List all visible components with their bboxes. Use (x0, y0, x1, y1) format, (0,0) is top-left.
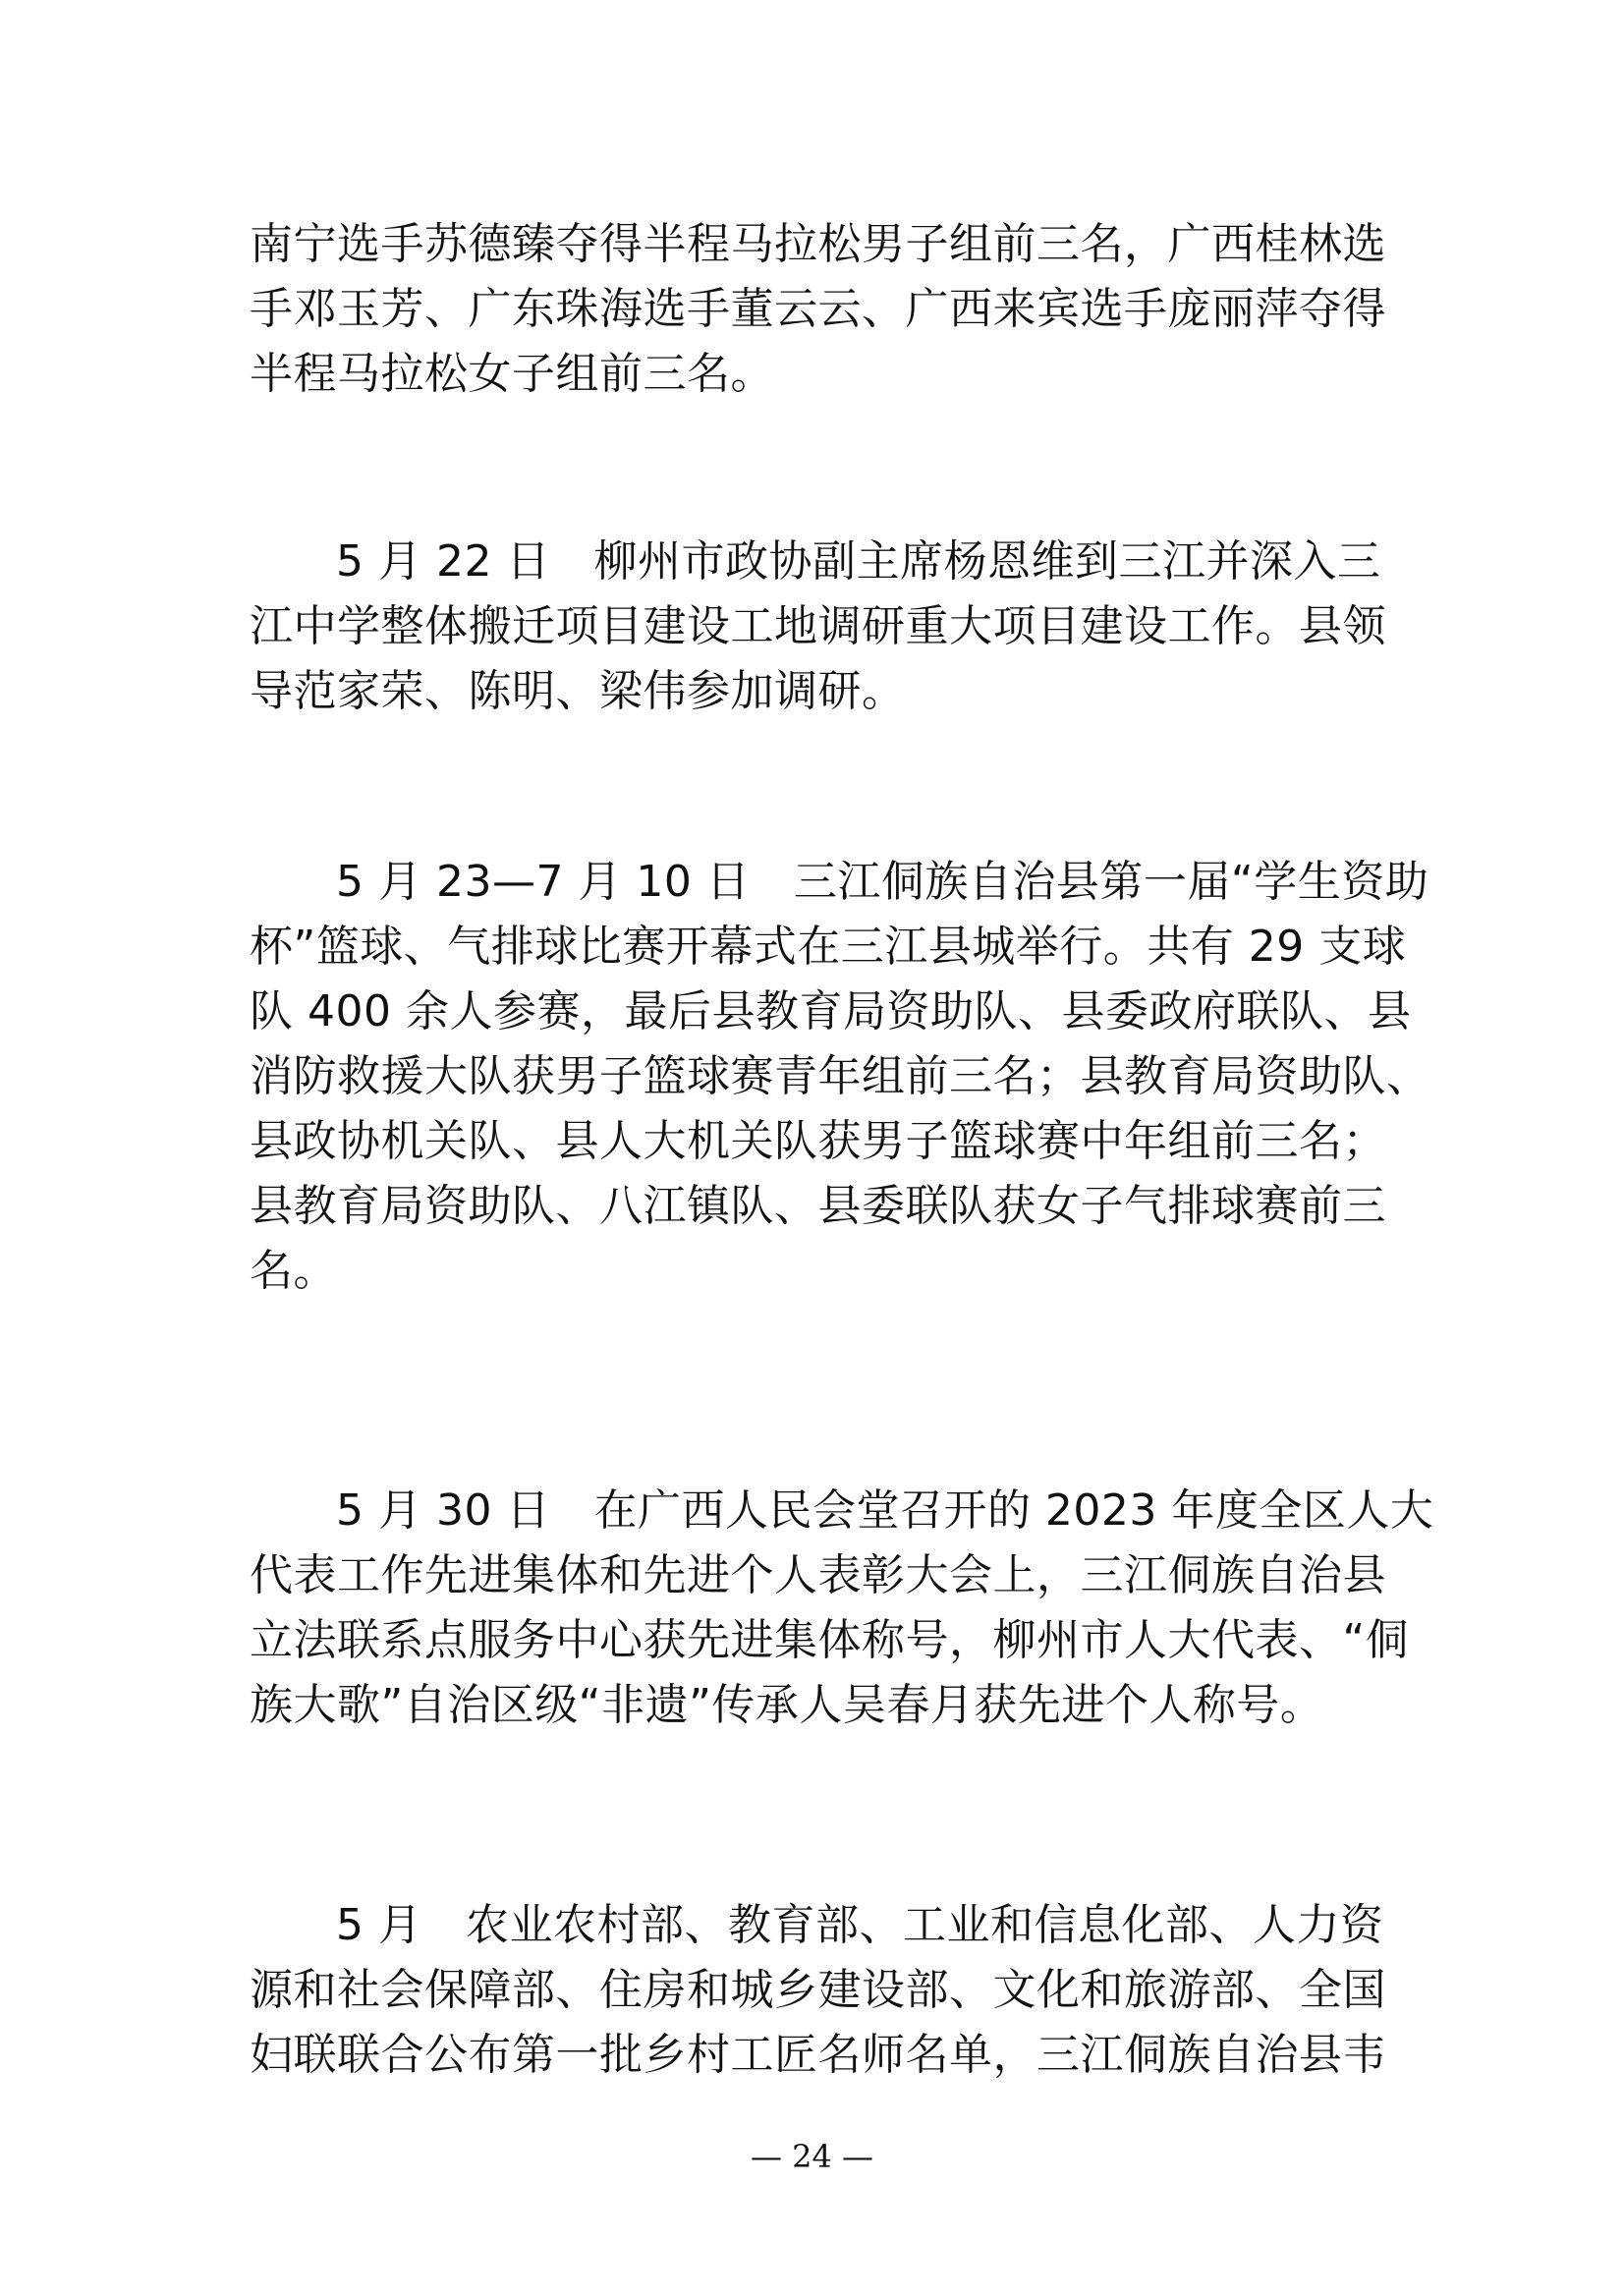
paragraph-may-30 (250, 1479, 1434, 1738)
text-line: 手邓玉芳、广东珠海选手董云云、广西来宾选手庞丽萍夺得 (250, 284, 1386, 334)
paragraph-marathon-results (250, 212, 1389, 407)
text-line: 南宁选手苏德臻夺得半程马拉松男子组前三名，广西桂林选 (250, 219, 1386, 269)
paragraph-may-23-jul-10 (250, 850, 1430, 1304)
text-line: 5 月 30 日 在广西人民会堂召开的 2023 年度全区人大 (336, 1485, 1434, 1536)
text-line: 源和社会保障部、住房和城乡建设部、文化和旅游部、全国 (250, 1965, 1386, 2015)
text-line: 5 月 22 日 柳州市政协副主席杨恩维到三江并深入三 (336, 536, 1381, 587)
text-line: 队 400 余人参赛，最后县教育局资助队、县委政府联队、县 (250, 986, 1412, 1036)
text-line: 族大歌”自治区级“非遗”传承人吴春月获先进个人称号。 (250, 1680, 1324, 1730)
text-line: 5 月 23—7 月 10 日 三江侗族自治县第一届“学生资助 (336, 857, 1429, 907)
text-line: 县教育局资助队、八江镇队、县委联队获女子气排球赛前三 (250, 1181, 1386, 1231)
text-line: 杯”篮球、气排球比赛开幕式在三江县城举行。共有 29 支球 (250, 922, 1407, 972)
text-line: 县政协机关队、县人大机关队获男子篮球赛中年组前三名； (250, 1116, 1386, 1166)
text-line: 半程马拉松女子组前三名。 (250, 349, 774, 399)
paragraph-may-22 (250, 530, 1389, 724)
text-line: 妇联联合公布第一批乡村工匠名师名单，三江侗族自治县韦 (250, 2030, 1386, 2080)
text-line: 代表工作先进集体和先进个人表彰大会上，三江侗族自治县 (250, 1550, 1386, 1600)
text-line: 导范家荣、陈明、梁伟参加调研。 (250, 666, 906, 716)
page-number: — 24 — (750, 2138, 874, 2175)
text-line: 江中学整体搬迁项目建设工地调研重大项目建设工作。县领 (250, 601, 1386, 651)
text-line: 5 月 农业农村部、教育部、工业和信息化部、人力资 (336, 1900, 1384, 1950)
text-line: 立法联系点服务中心获先进集体称号，柳州市人大代表、“侗 (250, 1615, 1410, 1665)
paragraph-may (250, 1893, 1389, 2088)
text-line: 消防救援大队获男子篮球赛青年组前三名；县教育局资助队、 (250, 1051, 1430, 1101)
text-line: 名。 (250, 1246, 337, 1296)
